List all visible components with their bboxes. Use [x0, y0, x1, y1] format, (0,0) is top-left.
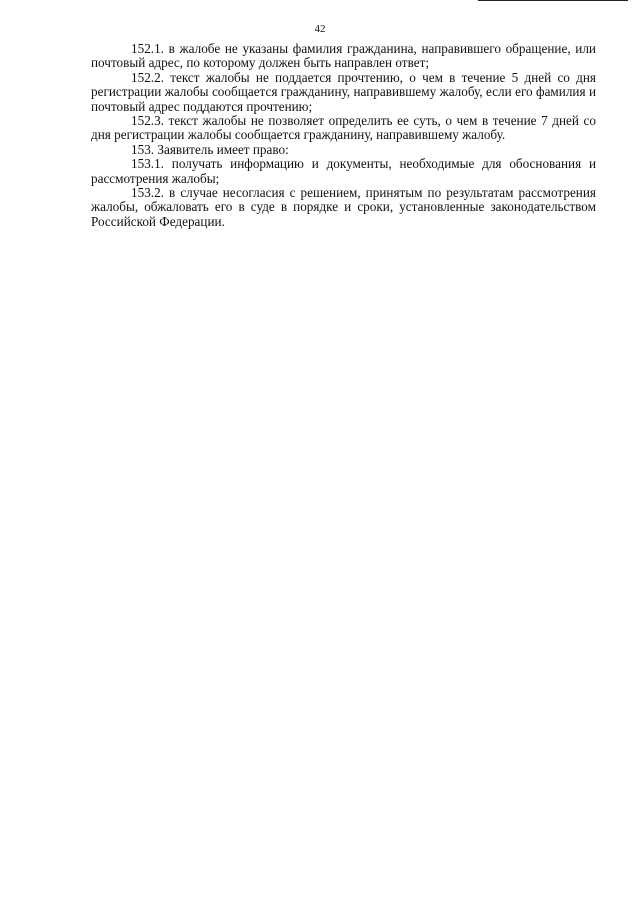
- paragraph-153: 153. Заявитель имеет право:: [131, 141, 289, 157]
- paragraph-152-2: 152.2. текст жалобы не поддается прочтению, о чем в течение 5 дней со дня регистрации жалобы сообщается гражданину, направившему жалобу, если его фамилия и почтовый адрес поддаются прочтению;: [91, 69, 596, 114]
- paragraph-153-1: 153.1. получать информацию и документы, необходимые для обоснования и рассмотрения жалобы;: [91, 156, 596, 186]
- top-edge-line: [478, 0, 628, 1]
- paragraph-152-1: 152.1. в жалобе не указаны фамилия гражданина, направившего обращение, или почтовый адрес, по которому должен быть направлен ответ;: [91, 41, 596, 71]
- page-number: 42: [314, 23, 326, 35]
- paragraph-152-3: 152.3. текст жалобы не позволяет определить ее суть, о чем в течение 7 дней со дня регистрации жалобы сообщается гражданину, направившему жалобу.: [91, 113, 596, 143]
- paragraph-153-2: 153.2. в случае несогласия с решением, принятым по результатам рассмотрения жалобы, обжаловать его в суде в порядке и сроки, установленные законодательством Российской Федерации.: [91, 185, 596, 229]
- document-body: [91, 42, 596, 229]
